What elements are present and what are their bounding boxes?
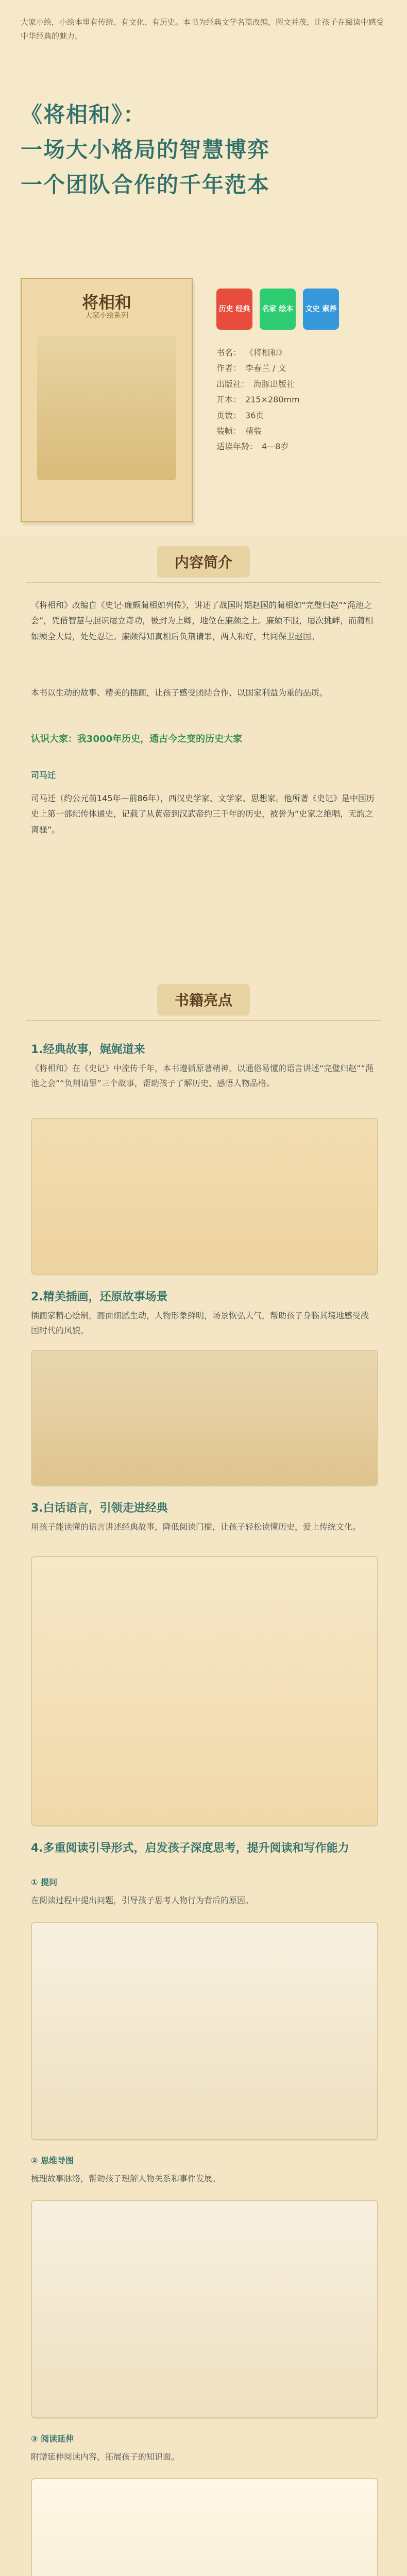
meta-value-age: 4—8岁	[262, 442, 289, 452]
intro-paragraph-1: 《将相和》改编自《史记·廉颇蔺相如列传》，讲述了战国时期赵国的蔺相如“完璧归赵”“渑池之会”，凭借智慧与胆识屡立奇功，被封为上卿，地位在廉颇之上。廉颇不服，屡次挑衅，而蔺相如顾全大局，处处忍让。廉颇得知真相后负荆请罪，两人和好，共同保卫赵国。	[31, 600, 374, 641]
feature-4-sub-3: ③ 阅读延伸	[31, 2434, 74, 2444]
intro-paragraph-2: 本书以生动的故事、精美的插画，让孩子感受团结合作、以国家利益为重的品质。	[31, 688, 328, 698]
feature-2-desc: 插画家精心绘制，画面细腻生动，人物形象鲜明，场景恢弘大气，帮助孩子身临其境地感受战国时代的风貌。	[31, 1311, 369, 1335]
meta-label-age: 适读年龄：	[216, 442, 258, 452]
intro-section	[0, 536, 407, 979]
hero	[0, 0, 407, 536]
hero-title	[21, 98, 386, 199]
meta-label-size: 开本：	[216, 395, 242, 405]
meta-label-author: 作者：	[216, 363, 242, 374]
feature-4-sub-2: ② 思维导图	[31, 2156, 74, 2165]
features-section	[0, 979, 407, 2576]
feature-4-sub-2-desc: 梳理故事脉络，帮助孩子理解人物关系和事件发展。	[31, 2174, 221, 2183]
feature-4-sub-1: ① 提问	[31, 1877, 58, 1887]
meta-label-publisher: 出版社：	[216, 379, 250, 389]
feature-badges	[216, 289, 339, 330]
meta-row-author	[216, 361, 381, 376]
book-cover	[21, 278, 193, 522]
badge-author: 名家 绘本	[260, 289, 296, 330]
meta-value-binding: 精装	[245, 426, 262, 436]
meta-row-size	[216, 392, 381, 408]
features-divider	[26, 1020, 381, 1021]
feature-2-illustration	[31, 1350, 378, 1486]
intro-author-name: 司马迁	[31, 770, 56, 780]
cover-series: 大家小绘系列	[85, 312, 128, 320]
feature-4-sub-1-desc: 在阅读过程中提出问题，引导孩子思考人物行为背后的原因。	[31, 1895, 254, 1905]
badge-literacy: 文史 素养	[303, 289, 339, 330]
meta-row-binding	[216, 423, 381, 439]
intro-section-title: 内容简介	[157, 546, 250, 577]
feature-3-title: 3.白话语言，引领走进经典	[31, 1502, 168, 1515]
feature-3-illustration	[31, 1556, 378, 1826]
feature-4-sub-3-desc: 附赠延伸阅读内容，拓展孩子的知识面。	[31, 2452, 180, 2462]
hero-note: 大家小绘，小绘本里有传统、有文化、有历史。本书为经典文学名篇改编，图文并茂，让孩子在阅读中感受中华经典的魅力。	[21, 18, 384, 41]
feature-2-title: 2.精美插画，还原故事场景	[31, 1291, 168, 1303]
meta-value-title: 《将相和》	[245, 348, 287, 358]
badge-history: 历史 经典	[216, 289, 252, 330]
hero-title-line-1: 《将相和》：	[21, 102, 146, 127]
feature-4-illustration-3	[31, 2478, 378, 2576]
book-meta	[216, 345, 381, 455]
meta-row-publisher	[216, 377, 381, 392]
feature-4-illustration-2	[31, 2200, 378, 2418]
features-section-title: 书籍亮点	[157, 984, 250, 1015]
feature-4-illustration-1	[31, 1922, 378, 2140]
feature-1-desc: 《将相和》在《史记》中流传千年，本书遵循原著精神，以通俗易懂的语言讲述“完璧归赵”“渑池之会”“负荆请罪”三个故事，帮助孩子了解历史、感悟人物品格。	[31, 1063, 374, 1088]
feature-1-illustration	[31, 1118, 378, 1275]
feature-1-title: 1.经典故事，娓娓道来	[31, 1043, 145, 1056]
meta-value-publisher: 海豚出版社	[253, 379, 295, 389]
hero-title-line-2: 一场大小格局的智慧博弈	[21, 137, 270, 162]
meta-value-author: 李春兰 / 文	[245, 363, 286, 374]
intro-divider	[26, 582, 381, 583]
cover-title: 将相和	[81, 293, 131, 312]
feature-3-desc: 用孩子能读懂的语言讲述经典故事，降低阅读门槛，让孩子轻松读懂历史，爱上传统文化。	[31, 1522, 361, 1532]
meta-row-title	[216, 345, 381, 361]
hero-title-line-3: 一个团队合作的千年范本	[21, 172, 270, 197]
meta-value-pages: 36页	[245, 410, 264, 420]
meta-row-pages	[216, 408, 381, 423]
intro-highlight: 认识大家：我3000年历史，通古今之变的历史大家	[31, 734, 243, 744]
cover-illustration	[37, 336, 176, 480]
intro-author-bio: 司马迁（约公元前145年—前86年），西汉史学家、文学家、思想家。他所著《史记》是中国历史上第一部纪传体通史，记载了从黄帝到汉武帝约三千年的历史，被誉为“史家之绝唱，无韵之离骚”。	[31, 793, 375, 835]
meta-row-age	[216, 439, 381, 454]
meta-label-pages: 页数：	[216, 410, 242, 420]
feature-4-title: 4.多重阅读引导形式，启发孩子深度思考，提升阅读和写作能力	[31, 1842, 349, 1855]
meta-label-binding: 装帧：	[216, 426, 242, 436]
meta-value-size: 215×280mm	[245, 395, 300, 405]
meta-label-title: 书名：	[216, 348, 242, 358]
